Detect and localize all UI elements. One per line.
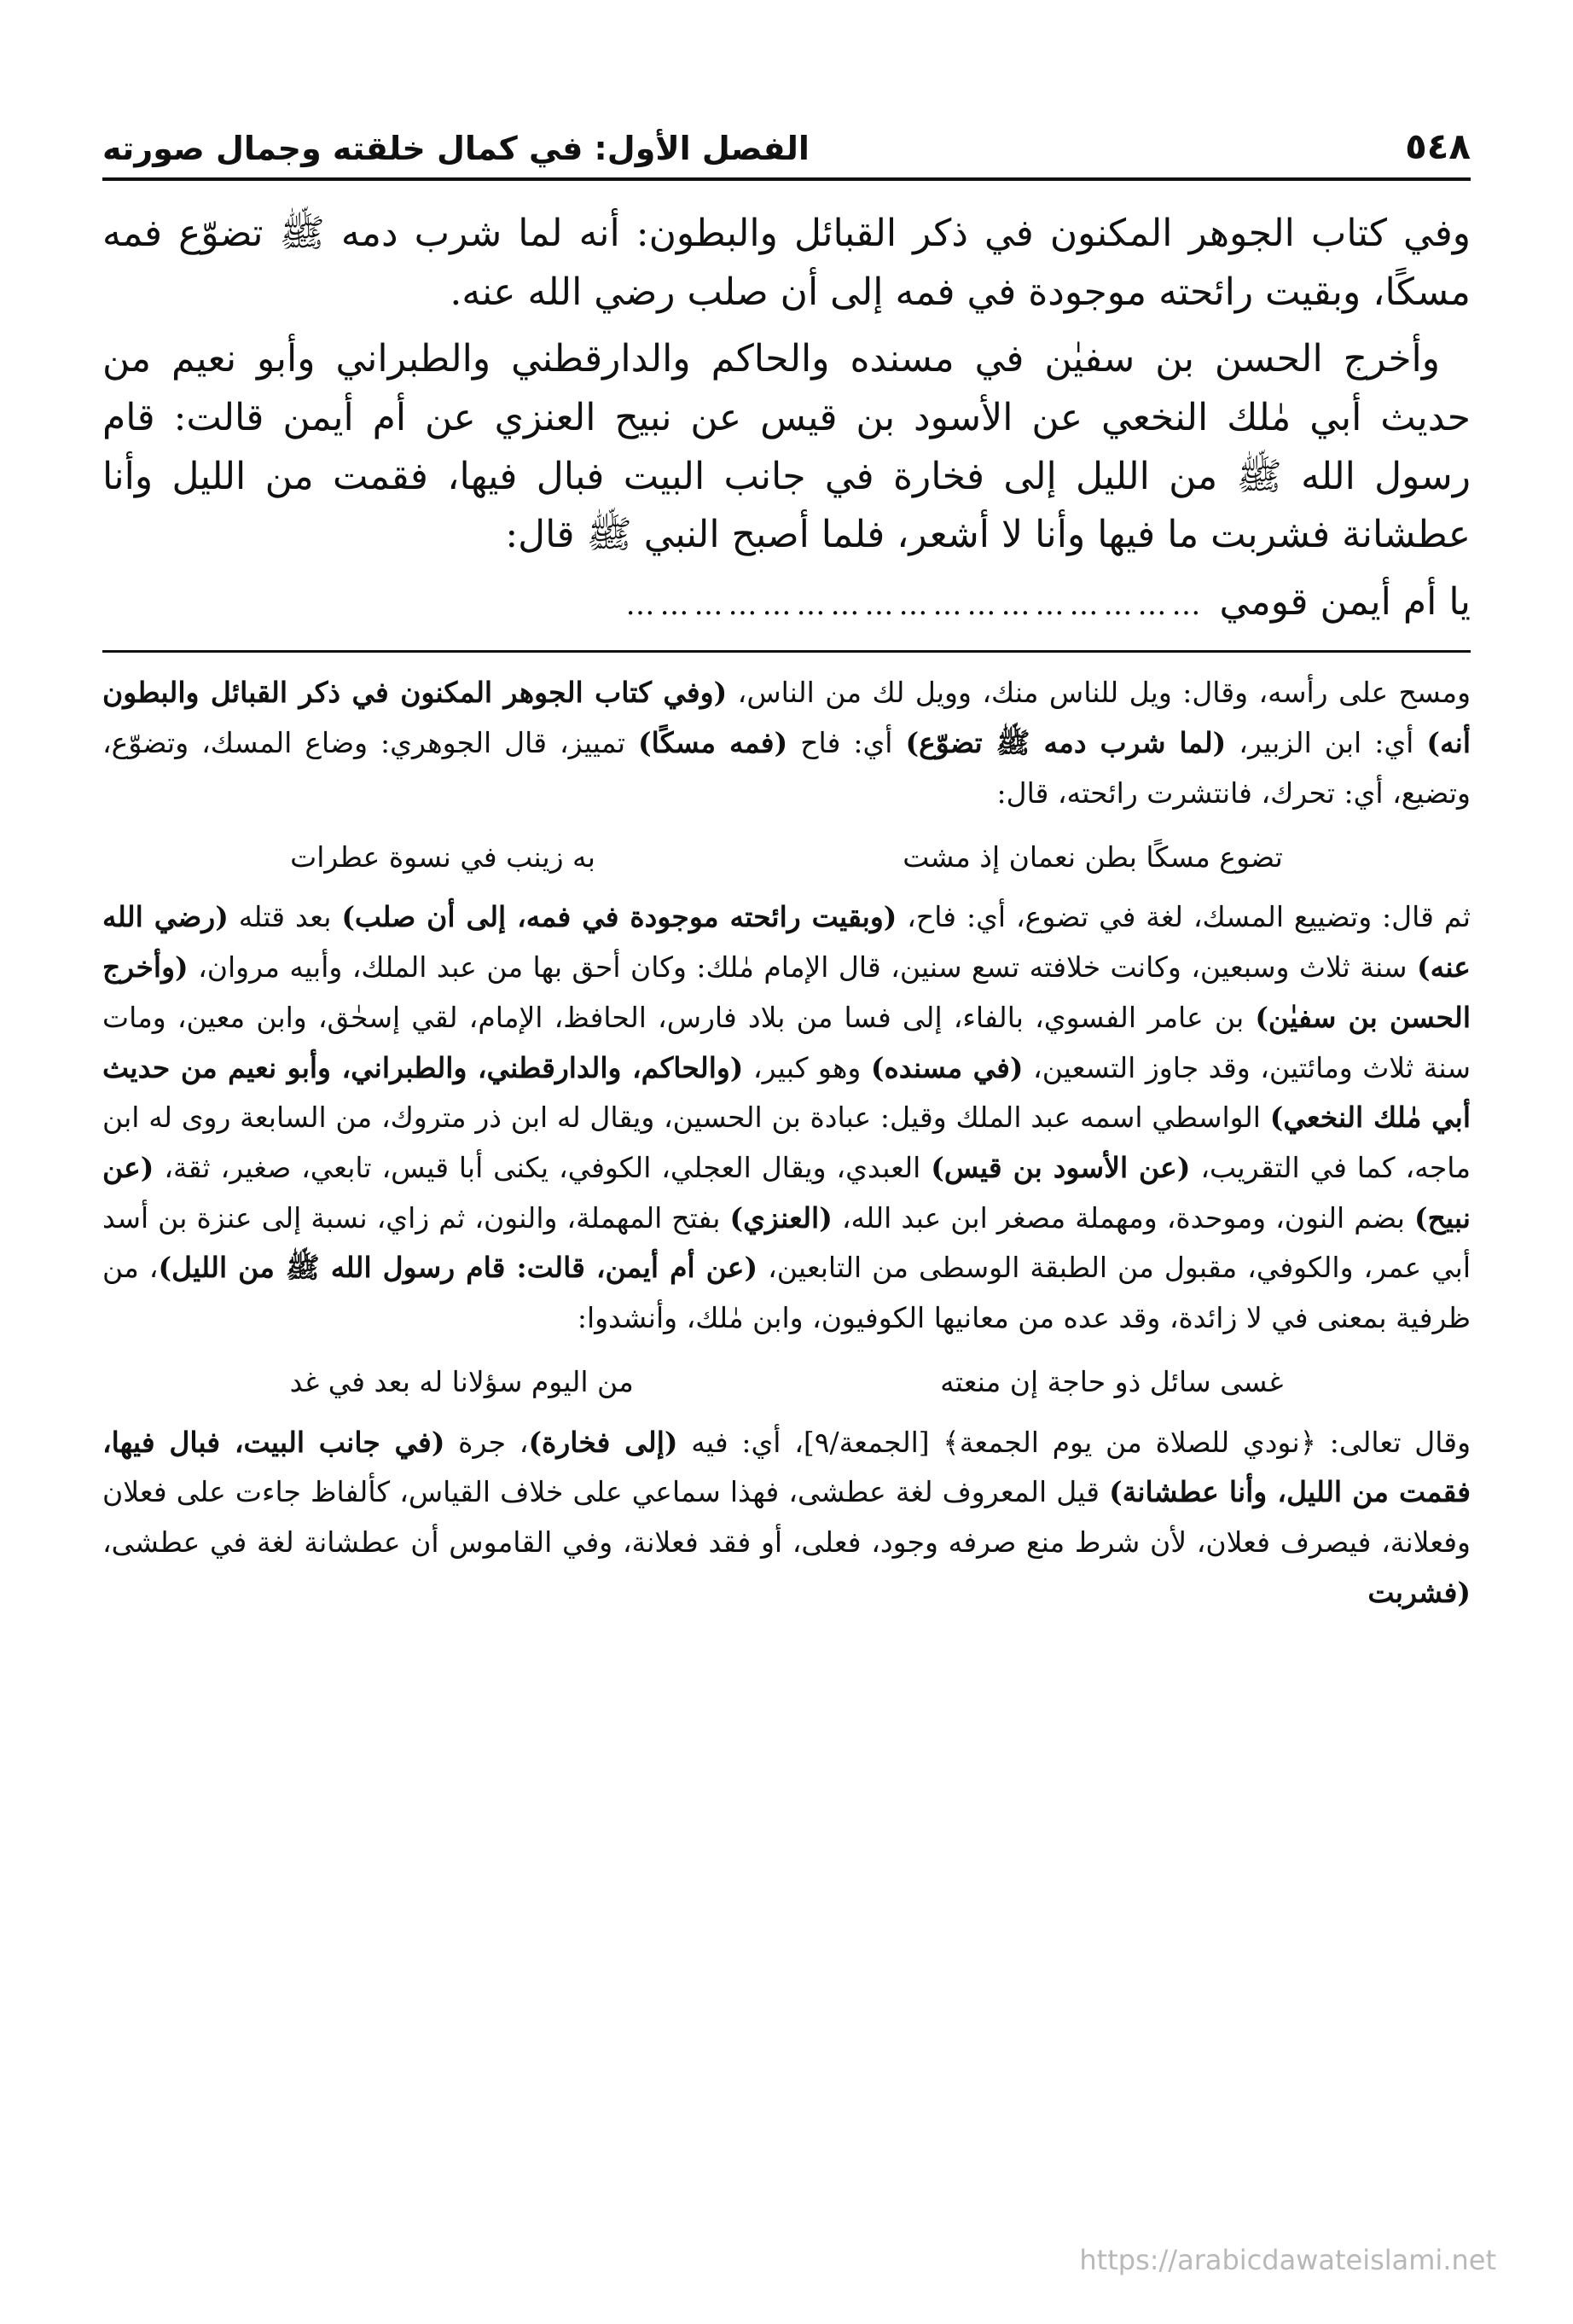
commentary-run: بن عامر الفسوي، بالفاء، إلى فسا من بلاد فارس، الحافظ، الإمام، لقي إسحٰق، وابن معين، ومات سنة ثلاث ومائتين، وقد جاوز التسعين،	[102, 1000, 1471, 1084]
poem-hemistich-second: به زينب في نسوة عطرات	[290, 840, 595, 874]
book-page	[102, 102, 1471, 2286]
poem-hemistich-second: من اليوم سؤلانا له بعد في غد	[289, 1364, 634, 1398]
ellipsis-dots: ……………………………………………	[625, 587, 1206, 622]
main-paragraph: وفي كتاب الجوهر المكنون في ذكر القبائل والبطون: أنه لما شرب دمه ﷺ تضوّع فمه مسكًا، وبقيت رائحته موجودة في فمه إلى أن صلب رضي الله عنه.	[102, 212, 1471, 314]
commentary-run: ، جرة	[444, 1425, 529, 1459]
quoted-matn: (إلى فخارة)	[528, 1425, 678, 1459]
poem-hemistich-first: تضوع مسكًا بطن نعمان إذ مشت	[903, 840, 1283, 874]
commentary-paragraph	[102, 668, 1471, 818]
main-text	[102, 205, 1471, 631]
page-header	[102, 102, 1471, 181]
commentary-text	[102, 668, 1471, 1618]
quoted-matn: (رضي الله عنه)	[102, 900, 1471, 985]
commentary-run: العبدي، ويقال العجلي، الكوفي، يكنى أبا قيس، تابعي، صغير، ثقة،	[154, 1150, 932, 1184]
main-last-line	[102, 573, 1471, 632]
page-number: ٥٤٨	[1405, 125, 1471, 167]
main-paragraph: وأخرج الحسن بن سفيٰن في مسنده والحاكم والدارقطني والطبراني وأبو نعيم من حديث أبي مٰلك النخعي عن الأسود بن قيس عن نبيح العنزي عن أم أيمن قالت: قام رسول الله ﷺ من الليل إلى فخارة في جانب البيت فبال فيها، فقمت من الليل وأنا عطشانة فشربت ما فيها وأنا لا أشعر، فلما أصبح النبي ﷺ قال:	[102, 337, 1471, 557]
quoted-matn: (عن نبيح)	[102, 1150, 1471, 1235]
commentary-run: ومسح على رأسه، وقال: ويل للناس منك، وويل لك من الناس،	[727, 676, 1471, 710]
commentary-run: تمييز، قال الجوهري: وضاع المسك، وتضوّع، وتضيع، أي: تحرك، فانتشرت رائحته، قال:	[102, 726, 1471, 810]
quoted-matn: (لما شرب دمه ﷺ تضوّع)	[905, 726, 1227, 760]
separator-line	[102, 650, 1471, 653]
poem-verse	[136, 833, 1437, 883]
commentary-run: أي: ابن الزبير،	[1226, 726, 1427, 760]
commentary-run: ثم قال: وتضييع المسك، لغة في تضوع، أي: فاح،	[897, 900, 1471, 934]
poem-hemistich-first: غسى سائل ذو حاجة إن منعته	[940, 1364, 1284, 1398]
commentary-paragraph	[102, 892, 1471, 1344]
poem-verse	[136, 1357, 1437, 1408]
quoted-matn: (فشربت	[1367, 1575, 1471, 1609]
commentary-run: الواسطي اسمه عبد الملك وقيل: عبادة بن الحسين، ويقال له ابن ذر متروك، من السابعة روى له ابن ماجه، كما في التقريب،	[102, 1101, 1471, 1184]
quoted-matn: (في جانب البيت، فبال فيها، فقمت من الليل، وأنا عطشانة)	[102, 1425, 1471, 1509]
quoted-matn: (وفي كتاب الجوهر المكنون في ذكر القبائل والبطون أنه)	[102, 676, 1471, 760]
commentary-run: وقال تعالى: ﴿نودي للصلاة من يوم الجمعة﴾ [الجمعة/٩]، أي: فيه	[677, 1425, 1471, 1459]
commentary-run: بفتح المهملة، والنون، ثم زاي، نسبة إلى عنزة بن أسد أبي عمر، والكوفي، مقبول من الطبقة الوسطى من التابعين،	[102, 1200, 1471, 1285]
commentary-paragraph	[102, 1418, 1471, 1618]
watermark-url: https://arabicdawateislami.net	[1079, 2244, 1496, 2276]
commentary-run: بعد قتله	[228, 900, 342, 934]
quoted-matn: (وأخرج الحسن بن سفيٰن)	[102, 950, 1471, 1034]
quoted-matn: (العنزي)	[729, 1200, 833, 1235]
commentary-run: سنة ثلاث وسبعين، وكانت خلافته تسع سنين، قال الإمام مٰلك: وكان أحق بها من عبد الملك، وأبيه مروان،	[188, 950, 1418, 985]
quoted-matn: (في مسنده)	[870, 1050, 1024, 1084]
commentary-run: بضم النون، وموحدة، ومهملة مصغر ابن عبد الله،	[832, 1200, 1414, 1235]
quoted-matn: (فمه مسكًا)	[638, 726, 788, 760]
quoted-matn: (عن أم أيمن، قالت: قام رسول الله ﷺ من الليل)	[158, 1251, 758, 1285]
commentary-run: أي: فاح	[787, 726, 906, 760]
commentary-run: وهو كبير،	[743, 1050, 871, 1084]
chapter-title: الفصل الأول: في كمال خلقته وجمال صورته	[102, 130, 810, 167]
quoted-matn: (وبقيت رائحته موجودة في فمه، إلى أن صلب)	[341, 900, 897, 934]
commentary-run: قيل المعروف لغة عطشى، فهذا سماعي على خلاف القياس، كألفاظ جاءت على فعلان وفعلانة، فيصرف فعلان، لأن شرط منع صرفه وجود، فعلى، أو فقد فعلانة، وفي القاموس أن عطشانة لغة في عطشى،	[102, 1475, 1471, 1560]
commentary-run: ، من ظرفية بمعنى في لا زائدة، وقد عده من معانيها الكوفيون، وابن مٰلك، وأنشدوا:	[102, 1251, 1471, 1335]
quoted-matn: (والحاكم، والدارقطني، والطبراني، وأبو نعيم من حديث أبي مٰلك النخعي)	[102, 1050, 1471, 1135]
quoted-matn: (عن الأسود بن قيس)	[931, 1150, 1191, 1184]
main-paragraph-end: يا أم أيمن قومي	[1219, 579, 1471, 624]
